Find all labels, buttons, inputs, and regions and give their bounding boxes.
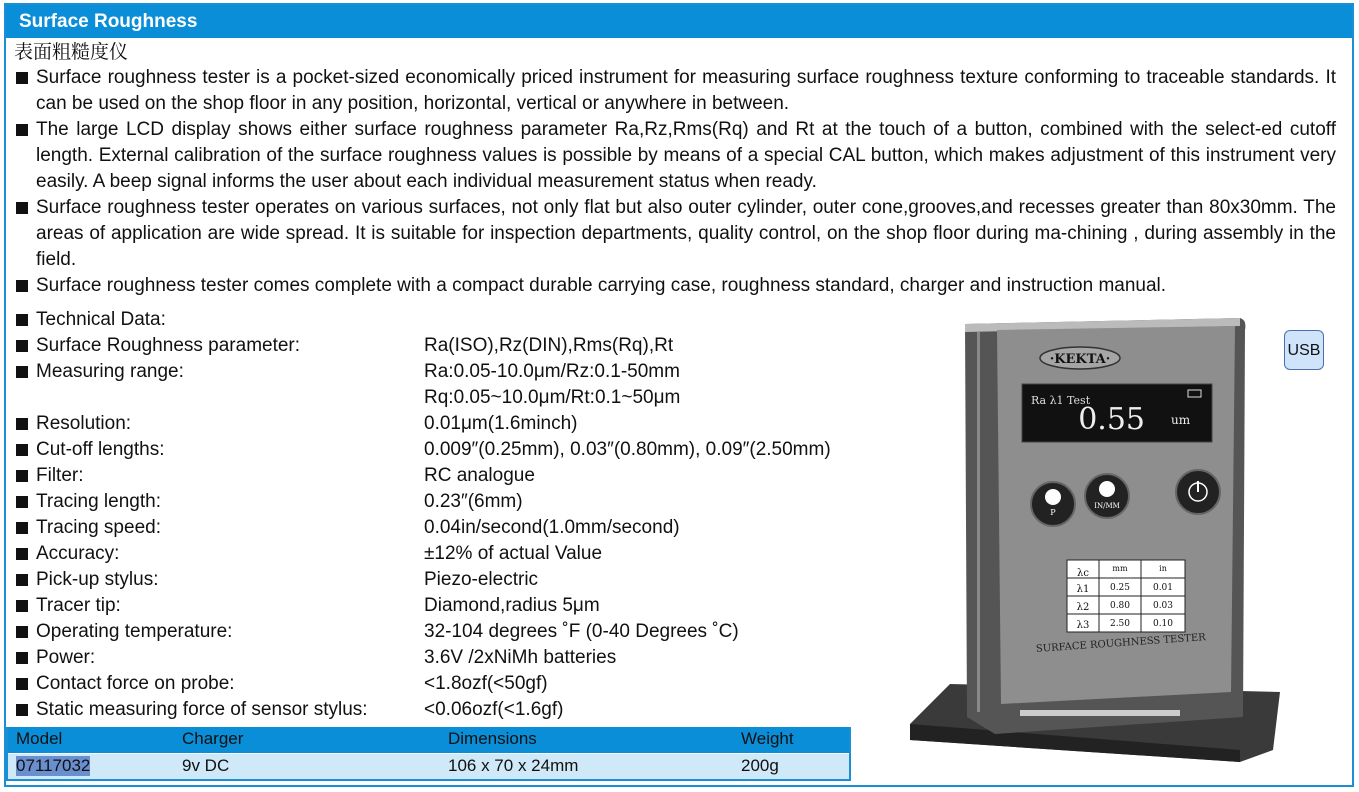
svg-text:λc: λc (1077, 568, 1089, 579)
lcd-value: 0.55 (1078, 402, 1145, 437)
spec-row: Filter: RC analogue (14, 463, 914, 489)
bullet-square-icon (16, 340, 28, 352)
spec-row: Technical Data: (14, 307, 914, 333)
column-header-weight: Weight (741, 729, 794, 748)
weight-cell: 200g (741, 756, 779, 775)
spec-row: Operating temperature: 32-104 degrees ˚F (0-40 Degrees ˚C) (14, 619, 914, 645)
spec-row: Measuring range: Ra:0.05-10.0μm/Rz:0.1-50mm (14, 359, 914, 385)
svg-text:2.50: 2.50 (1109, 619, 1131, 629)
svg-text:0.01: 0.01 (1152, 583, 1174, 593)
spec-row: Pick-up stylus: Piezo-electric (14, 567, 914, 593)
spec-row: Tracer tip: Diamond,radius 5μm (14, 593, 914, 619)
bullet-square-icon (16, 366, 28, 378)
bullet-square-icon (16, 496, 28, 508)
bullet-square-icon (16, 522, 28, 534)
bullet-square-icon (16, 418, 28, 430)
dimensions-cell: 106 x 70 x 24mm (448, 756, 579, 775)
svg-text:0.80: 0.80 (1109, 601, 1131, 611)
bullet-square-icon (16, 124, 28, 136)
svg-text:λ2: λ2 (1076, 602, 1090, 613)
description-item: Surface roughness tester is a pocket-sized economically priced instrument for measuring surface roughness texture conforming to traceable standards. It can be used on the shop floor in any position, horizontal, vertical or anywhere in between. (14, 65, 1336, 117)
bullet-square-icon (16, 626, 28, 638)
table-row (8, 754, 849, 779)
column-header-dimensions: Dimensions (448, 729, 537, 748)
bullet-square-icon (16, 470, 28, 482)
description-item: The large LCD display shows either surface roughness parameter Ra,Rz,Rms(Rq) and Rt at the touch of a button, combined with the select-ed cutoff length. External calibration of the surface roughness values is possible by means of a special CAL button, which makes adjustment of this instrument very easily. A beep signal informs the user about each individual measurement status when ready. (14, 117, 1336, 195)
description-list (14, 65, 1336, 299)
panel-title: Surface Roughness (6, 5, 1352, 38)
lcd-mode-text: Ra λ1 Test (1031, 394, 1091, 407)
bullet-square-icon (16, 600, 28, 612)
spec-row: Tracing length: 0.23″(6mm) (14, 489, 914, 515)
bullet-square-icon (16, 678, 28, 690)
description-item: Surface roughness tester operates on various surfaces, not only flat but also outer cylinder, outer cone,grooves,and recesses greater than 80x30mm. The areas of application are wide spread. It is suitable for inspection departments, quality control, on the shop floor during ma-chining , during assembly in the field. (14, 195, 1336, 273)
bullet-square-icon (16, 652, 28, 664)
svg-text:0.10: 0.10 (1152, 619, 1174, 629)
table-header (8, 727, 849, 753)
svg-text:mm: mm (1112, 564, 1128, 573)
model-number-cell[interactable]: 07117032 (16, 756, 91, 775)
chinese-subtitle: 表面粗糙度仪 (14, 41, 129, 63)
bullet-square-icon (16, 202, 28, 214)
usb-badge: USB (1284, 330, 1324, 370)
bullet-square-icon (16, 704, 28, 716)
column-header-model: Model (16, 729, 63, 748)
column-header-charger: Charger (182, 729, 244, 748)
spec-row: Static measuring force of sensor stylus: <0.06ozf(<1.6gf) (14, 697, 914, 723)
spec-row: Surface Roughness parameter: Ra(ISO),Rz(DIN),Rms(Rq),Rt (14, 333, 914, 359)
bullet-square-icon (16, 444, 28, 456)
spec-row: Tracing speed: 0.04in/second(1.0mm/second) (14, 515, 914, 541)
bullet-square-icon (16, 72, 28, 84)
model-table (6, 727, 851, 781)
charger-cell: 9v DC (182, 756, 230, 775)
spec-row: Contact force on probe: <1.8ozf(<50gf) (14, 671, 914, 697)
stylus-slot (1020, 710, 1180, 716)
bullet-square-icon (16, 548, 28, 560)
brand-logo: ·KEKTA· (1049, 352, 1111, 367)
svg-text:λ1: λ1 (1076, 584, 1090, 595)
device-photo (905, 312, 1285, 772)
svg-text:0.25: 0.25 (1109, 583, 1131, 593)
spec-row: Power: 3.6V /2xNiMh batteries (14, 645, 914, 671)
description-item: Surface roughness tester comes complete with a compact durable carrying case, roughness standard, charger and instruction manual. (14, 273, 1336, 299)
bullet-square-icon (16, 314, 28, 326)
down-button-label: P (1050, 508, 1056, 517)
device-model-text: SURFACE ROUGHNESS TESTER (1035, 632, 1207, 655)
svg-text:in: in (1159, 564, 1167, 573)
lcd-unit: um (1171, 413, 1191, 427)
unit-button-label: IN/MM (1094, 502, 1120, 510)
svg-text:λ3: λ3 (1076, 620, 1090, 631)
bullet-square-icon (16, 280, 28, 292)
spec-row: Accuracy: ±12% of actual Value (14, 541, 914, 567)
spec-row: Cut-off lengths: 0.009″(0.25mm), 0.03″(0.80mm), 0.09″(2.50mm) (14, 437, 914, 463)
svg-text:0.03: 0.03 (1152, 601, 1174, 611)
spec-row: Resolution: 0.01μm(1.6minch) (14, 411, 914, 437)
bullet-square-icon (16, 574, 28, 586)
